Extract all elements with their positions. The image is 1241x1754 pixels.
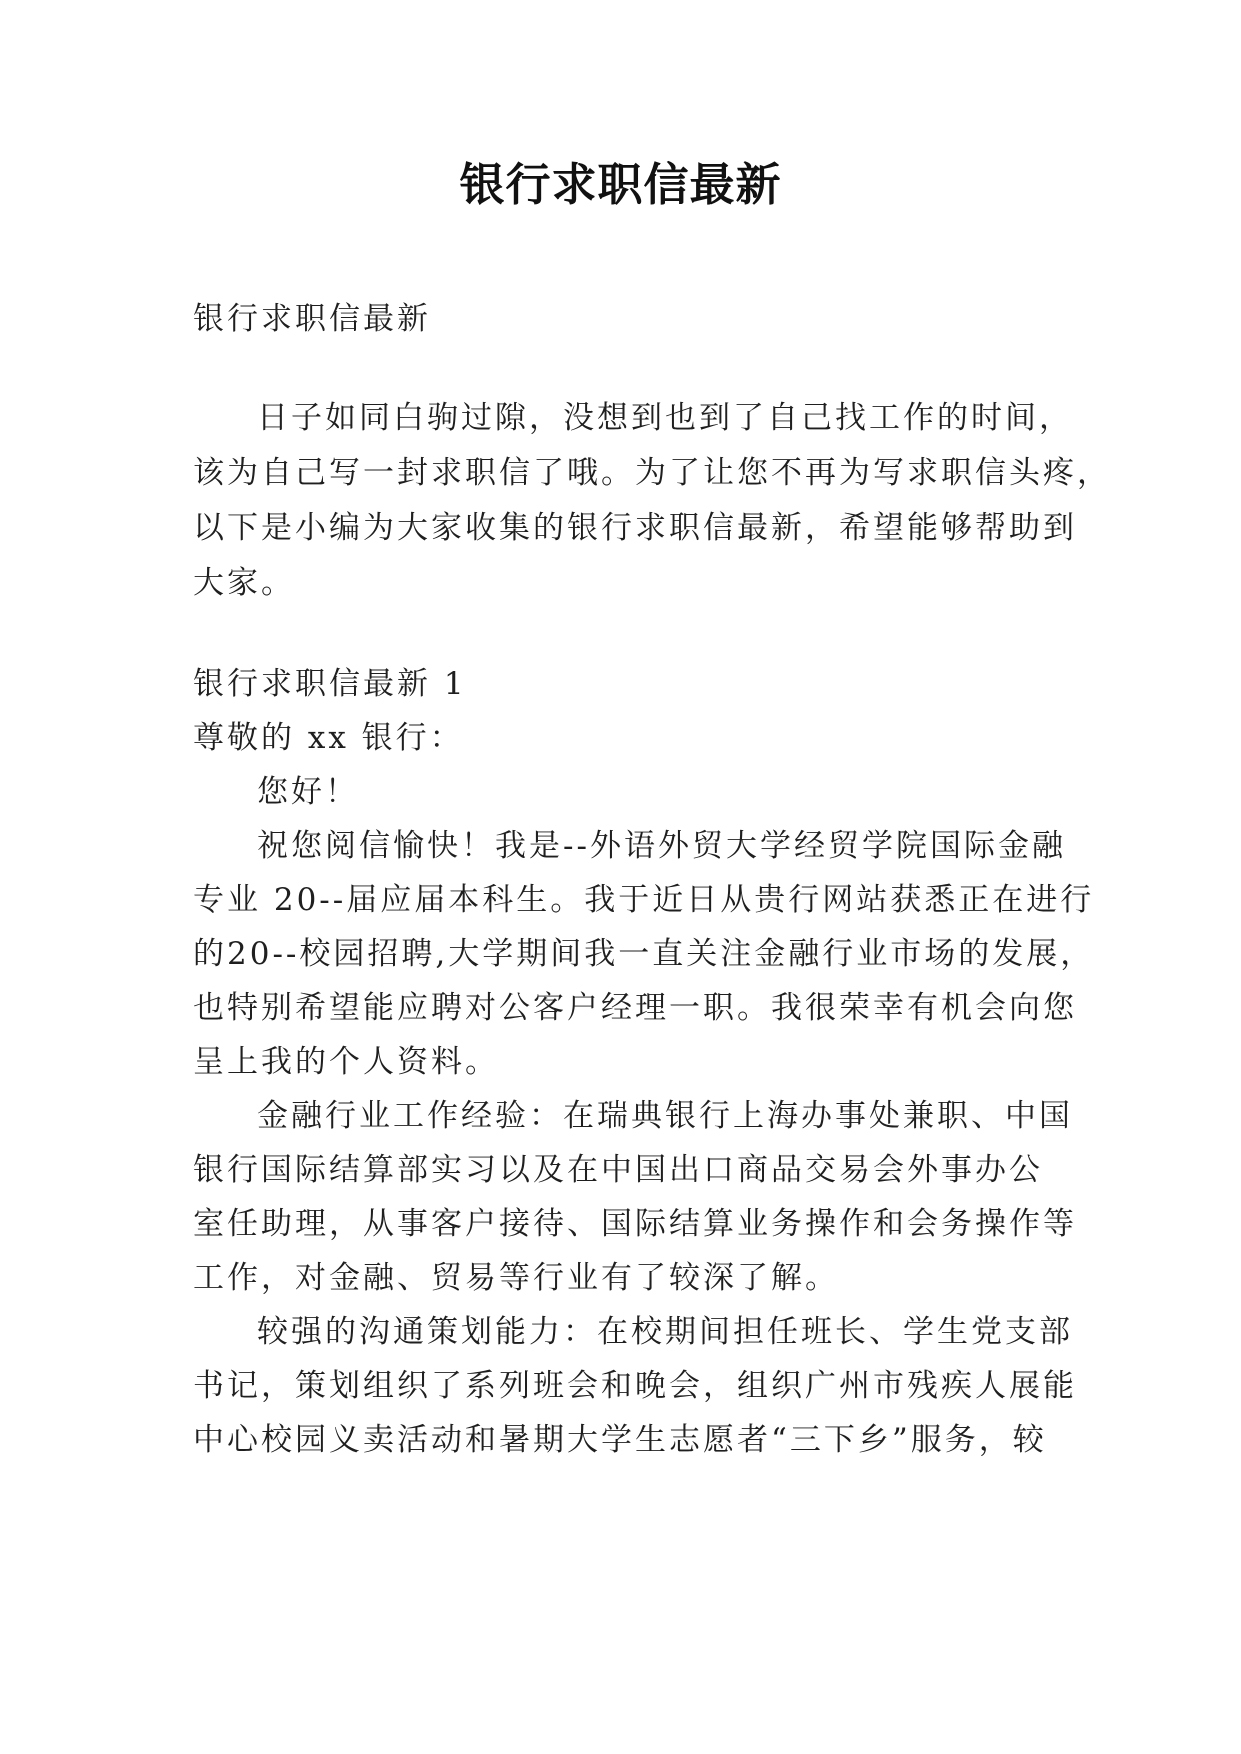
greeting: 您好！ <box>257 774 359 810</box>
paragraph-line: 祝您阅信愉快！我是--外语外贸大学经贸学院国际金融 <box>257 828 1066 864</box>
document-title: 银行求职信最新 <box>459 158 782 211</box>
paragraph-line: 中心校园义卖活动和暑期大学生志愿者“三下乡”服务，较 <box>193 1422 1047 1458</box>
intro-line: 该为自己写一封求职信了哦。为了让您不再为写求职信头疼， <box>193 455 1111 491</box>
intro-line: 日子如同白驹过隙，没想到也到了自己找工作的时间， <box>257 400 1073 436</box>
intro-line: 以下是小编为大家收集的银行求职信最新，希望能够帮助到 <box>193 510 1077 546</box>
paragraph-line: 较强的沟通策划能力：在校期间担任班长、学生党支部 <box>257 1314 1073 1350</box>
salutation: 尊敬的 xx 银行： <box>193 720 464 756</box>
intro-line: 大家。 <box>193 565 295 601</box>
section-heading: 银行求职信最新 1 <box>193 666 467 702</box>
paragraph-line: 室任助理，从事客户接待、国际结算业务操作和会务操作等 <box>193 1206 1077 1242</box>
paragraph-line: 书记，策划组织了系列班会和晚会，组织广州市残疾人展能 <box>193 1368 1077 1404</box>
document-subtitle: 银行求职信最新 <box>193 301 431 337</box>
paragraph-line: 呈上我的个人资料。 <box>193 1044 499 1080</box>
paragraph-line: 的20--校园招聘,大学期间我一直关注金融行业市场的发展， <box>193 936 1095 972</box>
paragraph-line: 也特别希望能应聘对公客户经理一职。我很荣幸有机会向您 <box>193 990 1077 1026</box>
paragraph-line: 专业 20--届应届本科生。我于近日从贵行网站获悉正在进行 <box>193 882 1095 918</box>
paragraph-line: 银行国际结算部实习以及在中国出口商品交易会外事办公 <box>193 1152 1043 1188</box>
paragraph-line: 工作，对金融、贸易等行业有了较深了解。 <box>193 1260 839 1296</box>
paragraph-line: 金融行业工作经验：在瑞典银行上海办事处兼职、中国 <box>257 1098 1073 1134</box>
